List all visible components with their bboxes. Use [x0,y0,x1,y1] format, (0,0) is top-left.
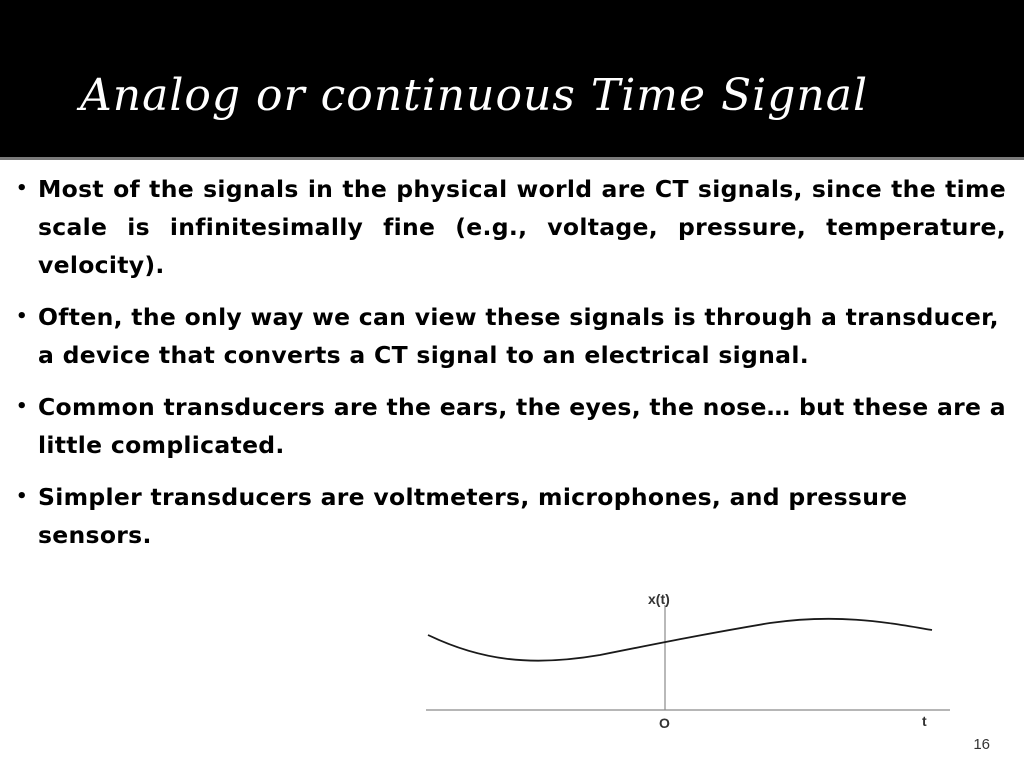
y-axis-label: x(t) [648,591,670,607]
bullet-dot-icon: • [16,178,28,199]
origin-label: O [659,715,670,731]
bullet-list [16,170,1006,568]
bullet-item [16,170,1006,284]
title-band [0,0,1024,160]
bullet-text: Simpler transducers are voltmeters, microphones, and pressure sensors. [38,483,908,549]
signal-figure [420,585,960,735]
bullet-item [16,388,1006,464]
signal-curve [428,619,932,661]
bullet-dot-icon: • [16,486,28,507]
x-axis-label: t [922,713,927,729]
bullet-text: Common transducers are the ears, the eyes, the nose… but these are a little complicated. [38,393,1006,459]
bullet-item [16,298,1006,374]
slide-title: Analog or continuous Time Signal [80,70,869,121]
bullet-text: Most of the signals in the physical world are CT signals, since the time scale is infinitesimally fine (e.g., voltage, pressure, temperature, velocity). [38,175,1006,279]
bullet-dot-icon: • [16,396,28,417]
bullet-dot-icon: • [16,306,28,327]
slide-number: 16 [973,736,990,753]
bullet-text: Often, the only way we can view these signals is through a transducer, a device that converts a CT signal to an electrical signal. [38,303,999,369]
bullet-item [16,478,1006,554]
